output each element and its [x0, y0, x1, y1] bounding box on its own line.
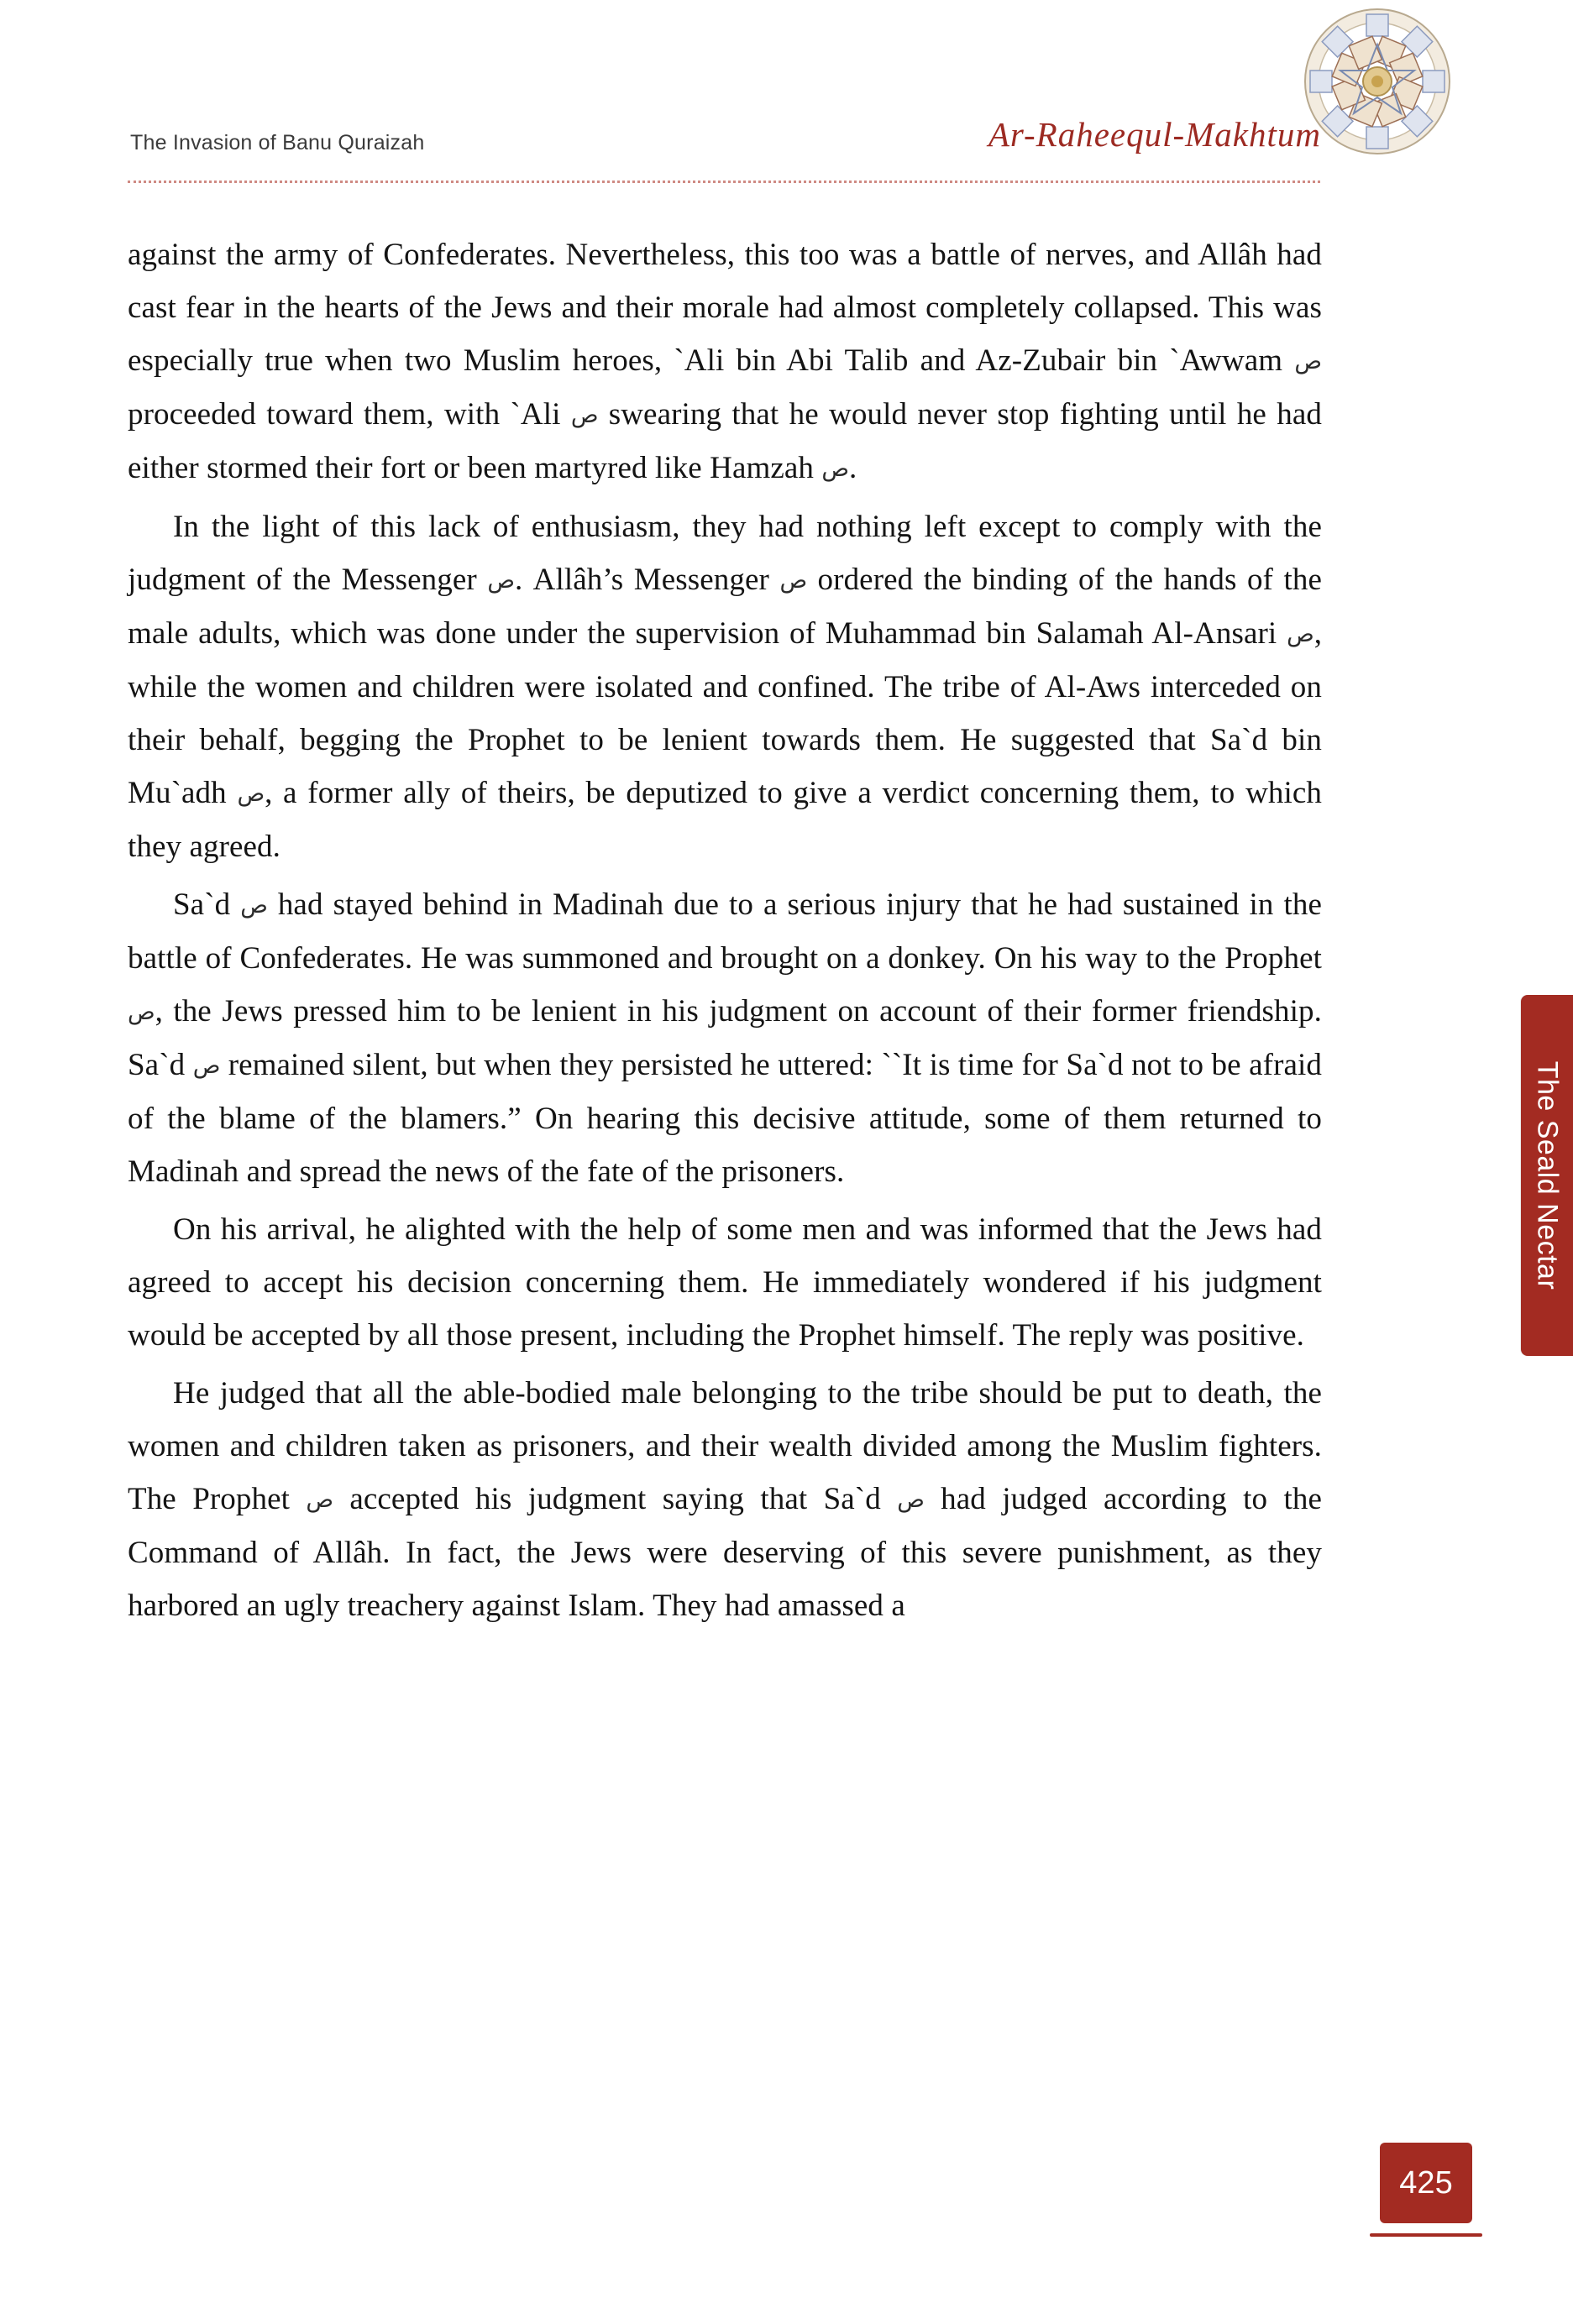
chapter-title: The Invasion of Banu Quraizah: [130, 131, 425, 154]
book-title: Ar-Raheequl-Makhtum: [988, 115, 1321, 154]
salawat-glyph-icon: ص: [306, 1487, 334, 1512]
body-paragraph: He judged that all the able-bodied male belonging to the tribe should be put to death, the women and children taken as prisoners, and their wealth divided among the Muslim fighters. The Prophet ص accepted his judgment saying that Sa`d ص had judged according to the Command of Allâh. In fact, the Jews were deserving of this severe punishment, as they harbored an ugly treachery against Islam. They had amassed a: [128, 1376, 1322, 1623]
page-number-underline: [1370, 2233, 1482, 2237]
body-paragraph: Sa`d ص had stayed behind in Madinah due to a serious injury that he had sustained in the battle of Confederates. He was summoned and brought on a donkey. On his way to the Prophet ص, the Jews pressed him to be lenient in his judgment on account of their former friendship. Sa`d ص remained silent, but when they persisted he uttered: ``It is time for Sa`d not to be afraid of the blame of the blamers.” On hearing this decisive attitude, some of them returned to Madinah and spread the news of the fate of the prisoners.: [128, 887, 1322, 1189]
salawat-glyph-icon: ص: [237, 781, 265, 806]
body-paragraph: against the army of Confederates. Nevertheless, this too was a battle of nerves, and Allâh had cast fear in the hearts of the Jews and their morale had almost completely collapsed. This was especially true when two Muslim heroes, `Ali bin Abi Talib and Az-Zubair bin `Awwam ص proceeded toward them, with `Ali ص swearing that he would never stop fighting until he had either stormed their fort or been martyred like Hamzah ص.: [128, 238, 1322, 485]
salawat-glyph-icon: ص: [570, 402, 599, 427]
page-body: [128, 228, 1322, 1632]
page-number-badge: 425: [1380, 2143, 1472, 2223]
salawat-glyph-icon: ص: [487, 568, 515, 593]
salawat-glyph-icon: ص: [1287, 621, 1314, 646]
side-thumb-tab[interactable]: [1521, 995, 1573, 1356]
salawat-glyph-icon: ص: [1294, 348, 1322, 374]
salawat-glyph-icon: ص: [821, 456, 850, 481]
salawat-glyph-icon: ص: [128, 999, 155, 1024]
header-divider: [128, 181, 1320, 183]
running-header: [130, 115, 1321, 176]
salawat-glyph-icon: ص: [779, 568, 808, 593]
side-tab-label: The Seald Nectar: [1531, 1060, 1564, 1290]
salawat-glyph-icon: ص: [240, 892, 268, 918]
salawat-glyph-icon: ص: [897, 1487, 925, 1512]
body-paragraph: In the light of this lack of enthusiasm, they had nothing left except to comply with the judgment of the Messenger ص. Allâh’s Messenger ص ordered the binding of the hands of the male adults, which was done under the supervision of Muhammad bin Salamah Al-Ansari ص, while the women and children were isolated and confined. The tribe of Al-Aws interceded on their behalf, begging the Prophet to be lenient towards them. He suggested that Sa`d bin Mu`adh ص, a former ally of theirs, be deputized to give a verdict concerning them, to which they agreed.: [128, 510, 1323, 864]
body-paragraph: On his arrival, he alighted with the help of some men and was informed that the Jews had agreed to accept his decision concerning them. He immediately wondered if his judgment would be accepted by all those present, including the Prophet himself. The reply was positive.: [128, 1212, 1322, 1353]
salawat-glyph-icon: ص: [192, 1053, 221, 1078]
